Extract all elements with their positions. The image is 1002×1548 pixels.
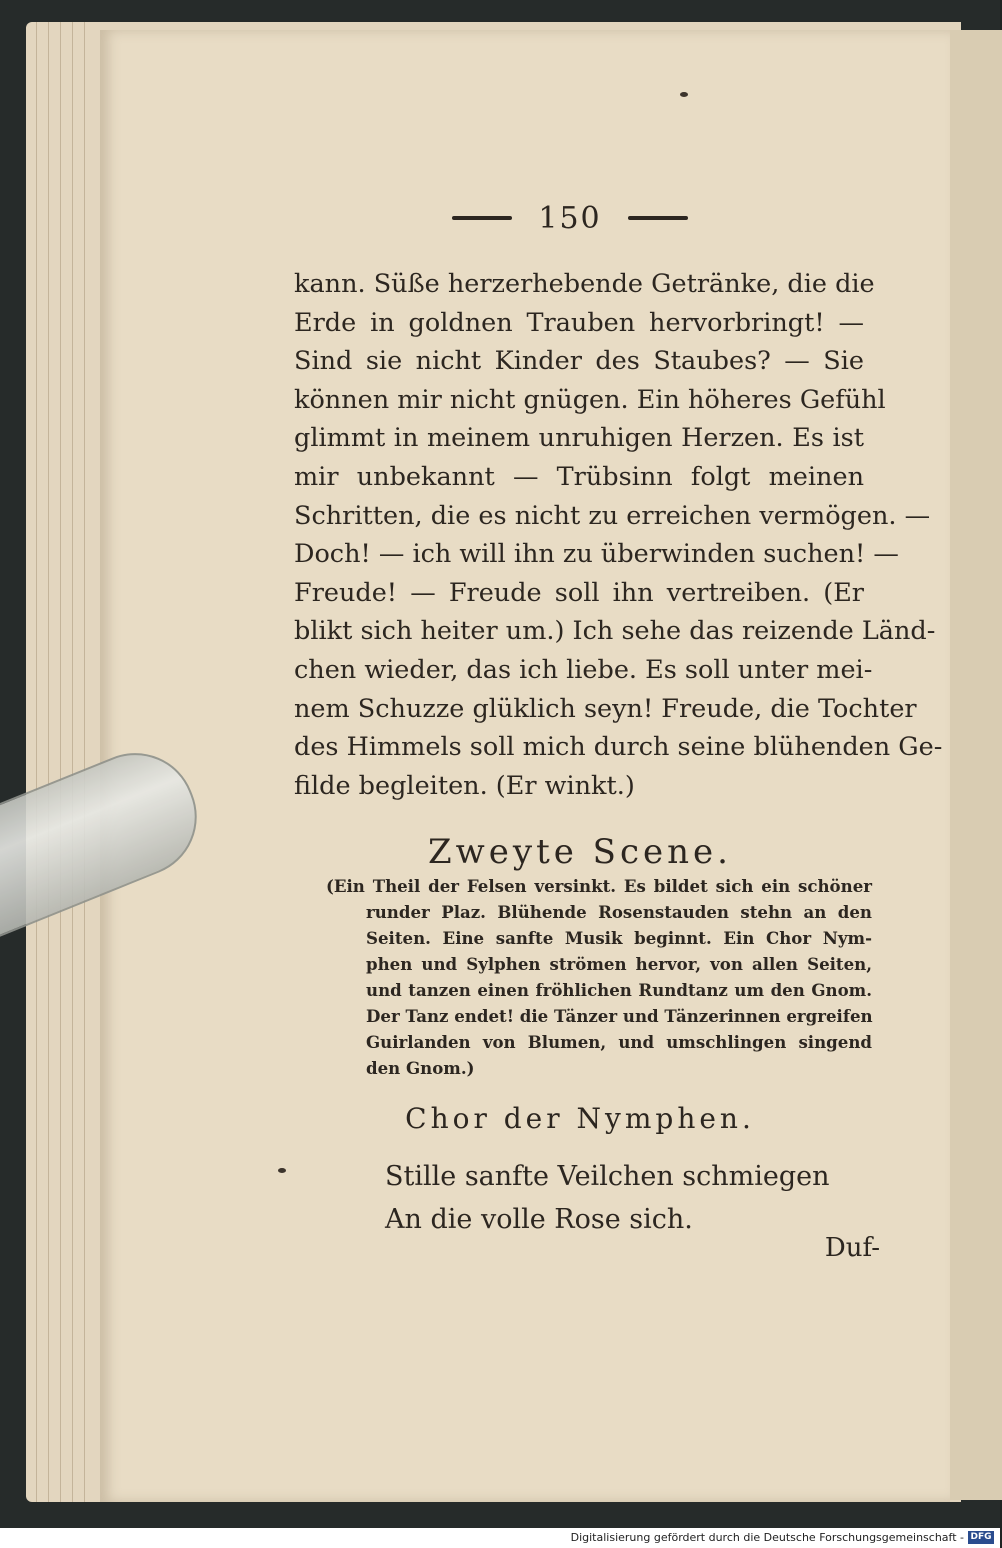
stage-line: phen und Sylphen strömen hervor, von allen Seiten, xyxy=(366,954,872,974)
body-line: Freude! — Freude soll ihn vertreiben. (Er xyxy=(294,577,864,608)
stage-line: und tanzen einen fröhlichen Rundtanz um den Gnom. xyxy=(366,980,872,1000)
footer-credit: Digitalisierung gefördert durch die Deutsche Forschungsgemeinschaft - xyxy=(570,1531,964,1544)
header-ornament-left xyxy=(452,216,512,220)
ink-speck xyxy=(680,92,688,97)
page-number: 150 xyxy=(538,200,602,236)
chorus-heading: Chor der Nymphen. xyxy=(405,1102,755,1135)
dfg-logo: DFG xyxy=(968,1531,994,1544)
stage-direction xyxy=(326,873,872,1081)
ink-speck xyxy=(278,1168,286,1173)
body-line: Doch! — ich will ihn zu überwinden suchen! — xyxy=(294,539,899,570)
header-ornament-right xyxy=(628,216,688,220)
body-line: mir unbekannt — Trübsinn folgt meinen xyxy=(294,461,864,492)
verse-line: An die volle Rose sich. xyxy=(385,1204,693,1235)
body-line: nem Schuzze glüklich seyn! Freude, die Tochter xyxy=(294,693,917,724)
body-line: des Himmels soll mich durch seine blühenden Ge- xyxy=(294,732,943,763)
stage-line: Der Tanz endet! die Tänzer und Tänzerinnen ergreifen xyxy=(366,1006,873,1026)
body-line: filde begleiten. (Er winkt.) xyxy=(294,770,635,801)
facing-page-edge xyxy=(944,30,1002,1500)
verse xyxy=(385,1155,845,1241)
body-text xyxy=(294,265,943,805)
stage-line: den Gnom.) xyxy=(366,1058,475,1078)
stage-line: Seiten. Eine sanfte Musik beginnt. Ein Chor Nym- xyxy=(366,928,872,948)
catchword: Duf- xyxy=(824,1233,880,1263)
page-header xyxy=(430,198,710,238)
body-line: kann. Süße herzerhebende Getränke, die die xyxy=(294,269,875,299)
stage-line: Guirlanden von Blumen, und umschlingen singend xyxy=(366,1032,872,1052)
scene-title: Zweyte Scene. xyxy=(428,832,732,872)
body-line: glimmt in meinem unruhigen Herzen. Es ist xyxy=(294,423,864,454)
body-line: Schritten, die es nicht zu erreichen vermögen. — xyxy=(294,500,931,531)
body-line: Erde in goldnen Trauben hervorbringt! — xyxy=(294,307,864,338)
stage-line: (Ein Theil der Felsen versinkt. Es bildet sich ein schöner xyxy=(326,876,872,896)
stage-line: runder Plaz. Blühende Rosenstauden stehn an den xyxy=(366,902,872,922)
footer-bar xyxy=(0,1528,1000,1548)
verse-line: Stille sanfte Veilchen schmiegen xyxy=(385,1161,830,1192)
body-line: Sind sie nicht Kinder des Staubes? — Sie xyxy=(294,346,864,377)
body-line: können mir nicht gnügen. Ein höheres Gefühl xyxy=(294,384,886,415)
body-line: chen wieder, das ich liebe. Es soll unter mei- xyxy=(294,654,873,685)
body-line: blikt sich heiter um.) Ich sehe das reizende Länd- xyxy=(294,616,936,647)
